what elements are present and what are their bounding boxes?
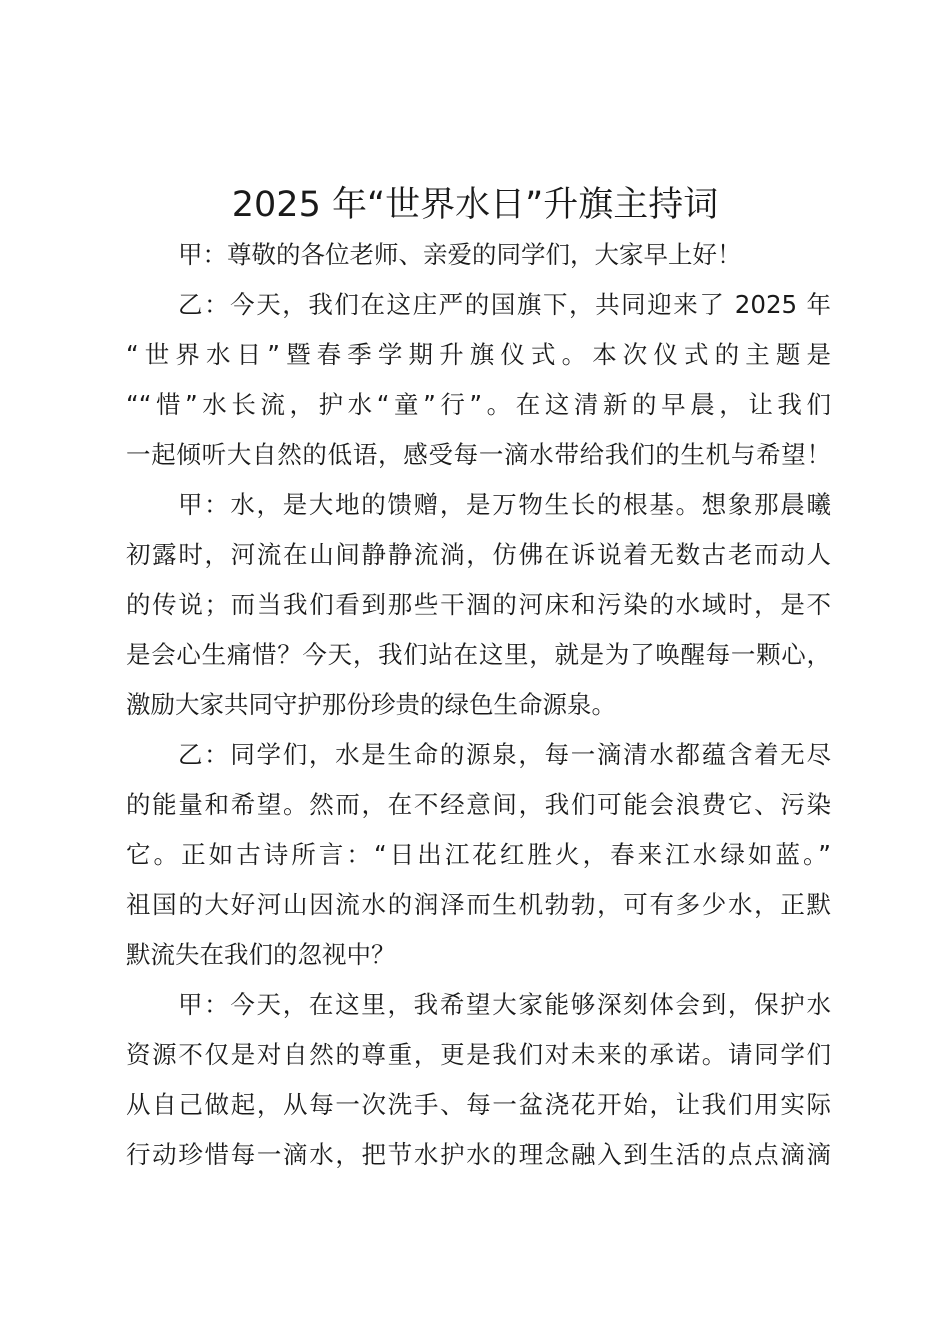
paragraph-line: 甲：水，是大地的馈赠，是万物生长的根基。想象那晨曦 (178, 490, 831, 519)
document-title: 2025 年“世界水日”升旗主持词 (231, 185, 719, 225)
paragraph-line: 默流失在我们的忽视中？ (126, 940, 396, 969)
paragraph-line: “世界水日”暨春季学期升旗仪式。本次仪式的主题是 (126, 340, 831, 369)
paragraph-line: 甲：尊敬的各位老师、亲爱的同学们，大家早上好！ (178, 240, 742, 269)
paragraph-line: 它。正如古诗所言：“日出江花红胜火，春来江水绿如蓝。” (126, 840, 831, 869)
paragraph-line: 祖国的大好河山因流水的润泽而生机勃勃，可有多少水，正默 (126, 890, 831, 919)
paragraph-line: 乙：同学们，水是生命的源泉，每一滴清水都蕴含着无尽 (178, 740, 831, 769)
paragraph-line: 激励大家共同守护那份珍贵的绿色生命源泉。 (126, 690, 616, 719)
paragraph-line: 一起倾听大自然的低语，感受每一滴水带给我们的生机与希望！ (126, 440, 831, 469)
paragraph-line: ““惜”水长流，护水“童”行”。在这清新的早晨，让我们 (126, 390, 831, 419)
paragraph-line: 是会心生痛惜？今天，我们站在这里，就是为了唤醒每一颗心， (126, 640, 831, 669)
document-body (126, 230, 831, 1180)
paragraph-line: 甲：今天，在这里，我希望大家能够深刻体会到，保护水 (178, 990, 831, 1019)
paragraph-line: 从自己做起，从每一次洗手、每一盆浇花开始，让我们用实际 (126, 1090, 831, 1119)
paragraph-line: 行动珍惜每一滴水，把节水护水的理念融入到生活的点点滴滴 (126, 1140, 831, 1169)
paragraph-line: 资源不仅是对自然的尊重，更是我们对未来的承诺。请同学们 (126, 1040, 831, 1069)
paragraph-line: 的传说；而当我们看到那些干涸的河床和污染的水域时，是不 (126, 590, 831, 619)
paragraph-line: 初露时，河流在山间静静流淌，仿佛在诉说着无数古老而动人 (126, 540, 831, 569)
paragraph-line: 乙：今天，我们在这庄严的国旗下，共同迎来了 2025 年 (178, 290, 831, 319)
paragraph-line: 的能量和希望。然而，在不经意间，我们可能会浪费它、污染 (126, 790, 831, 819)
